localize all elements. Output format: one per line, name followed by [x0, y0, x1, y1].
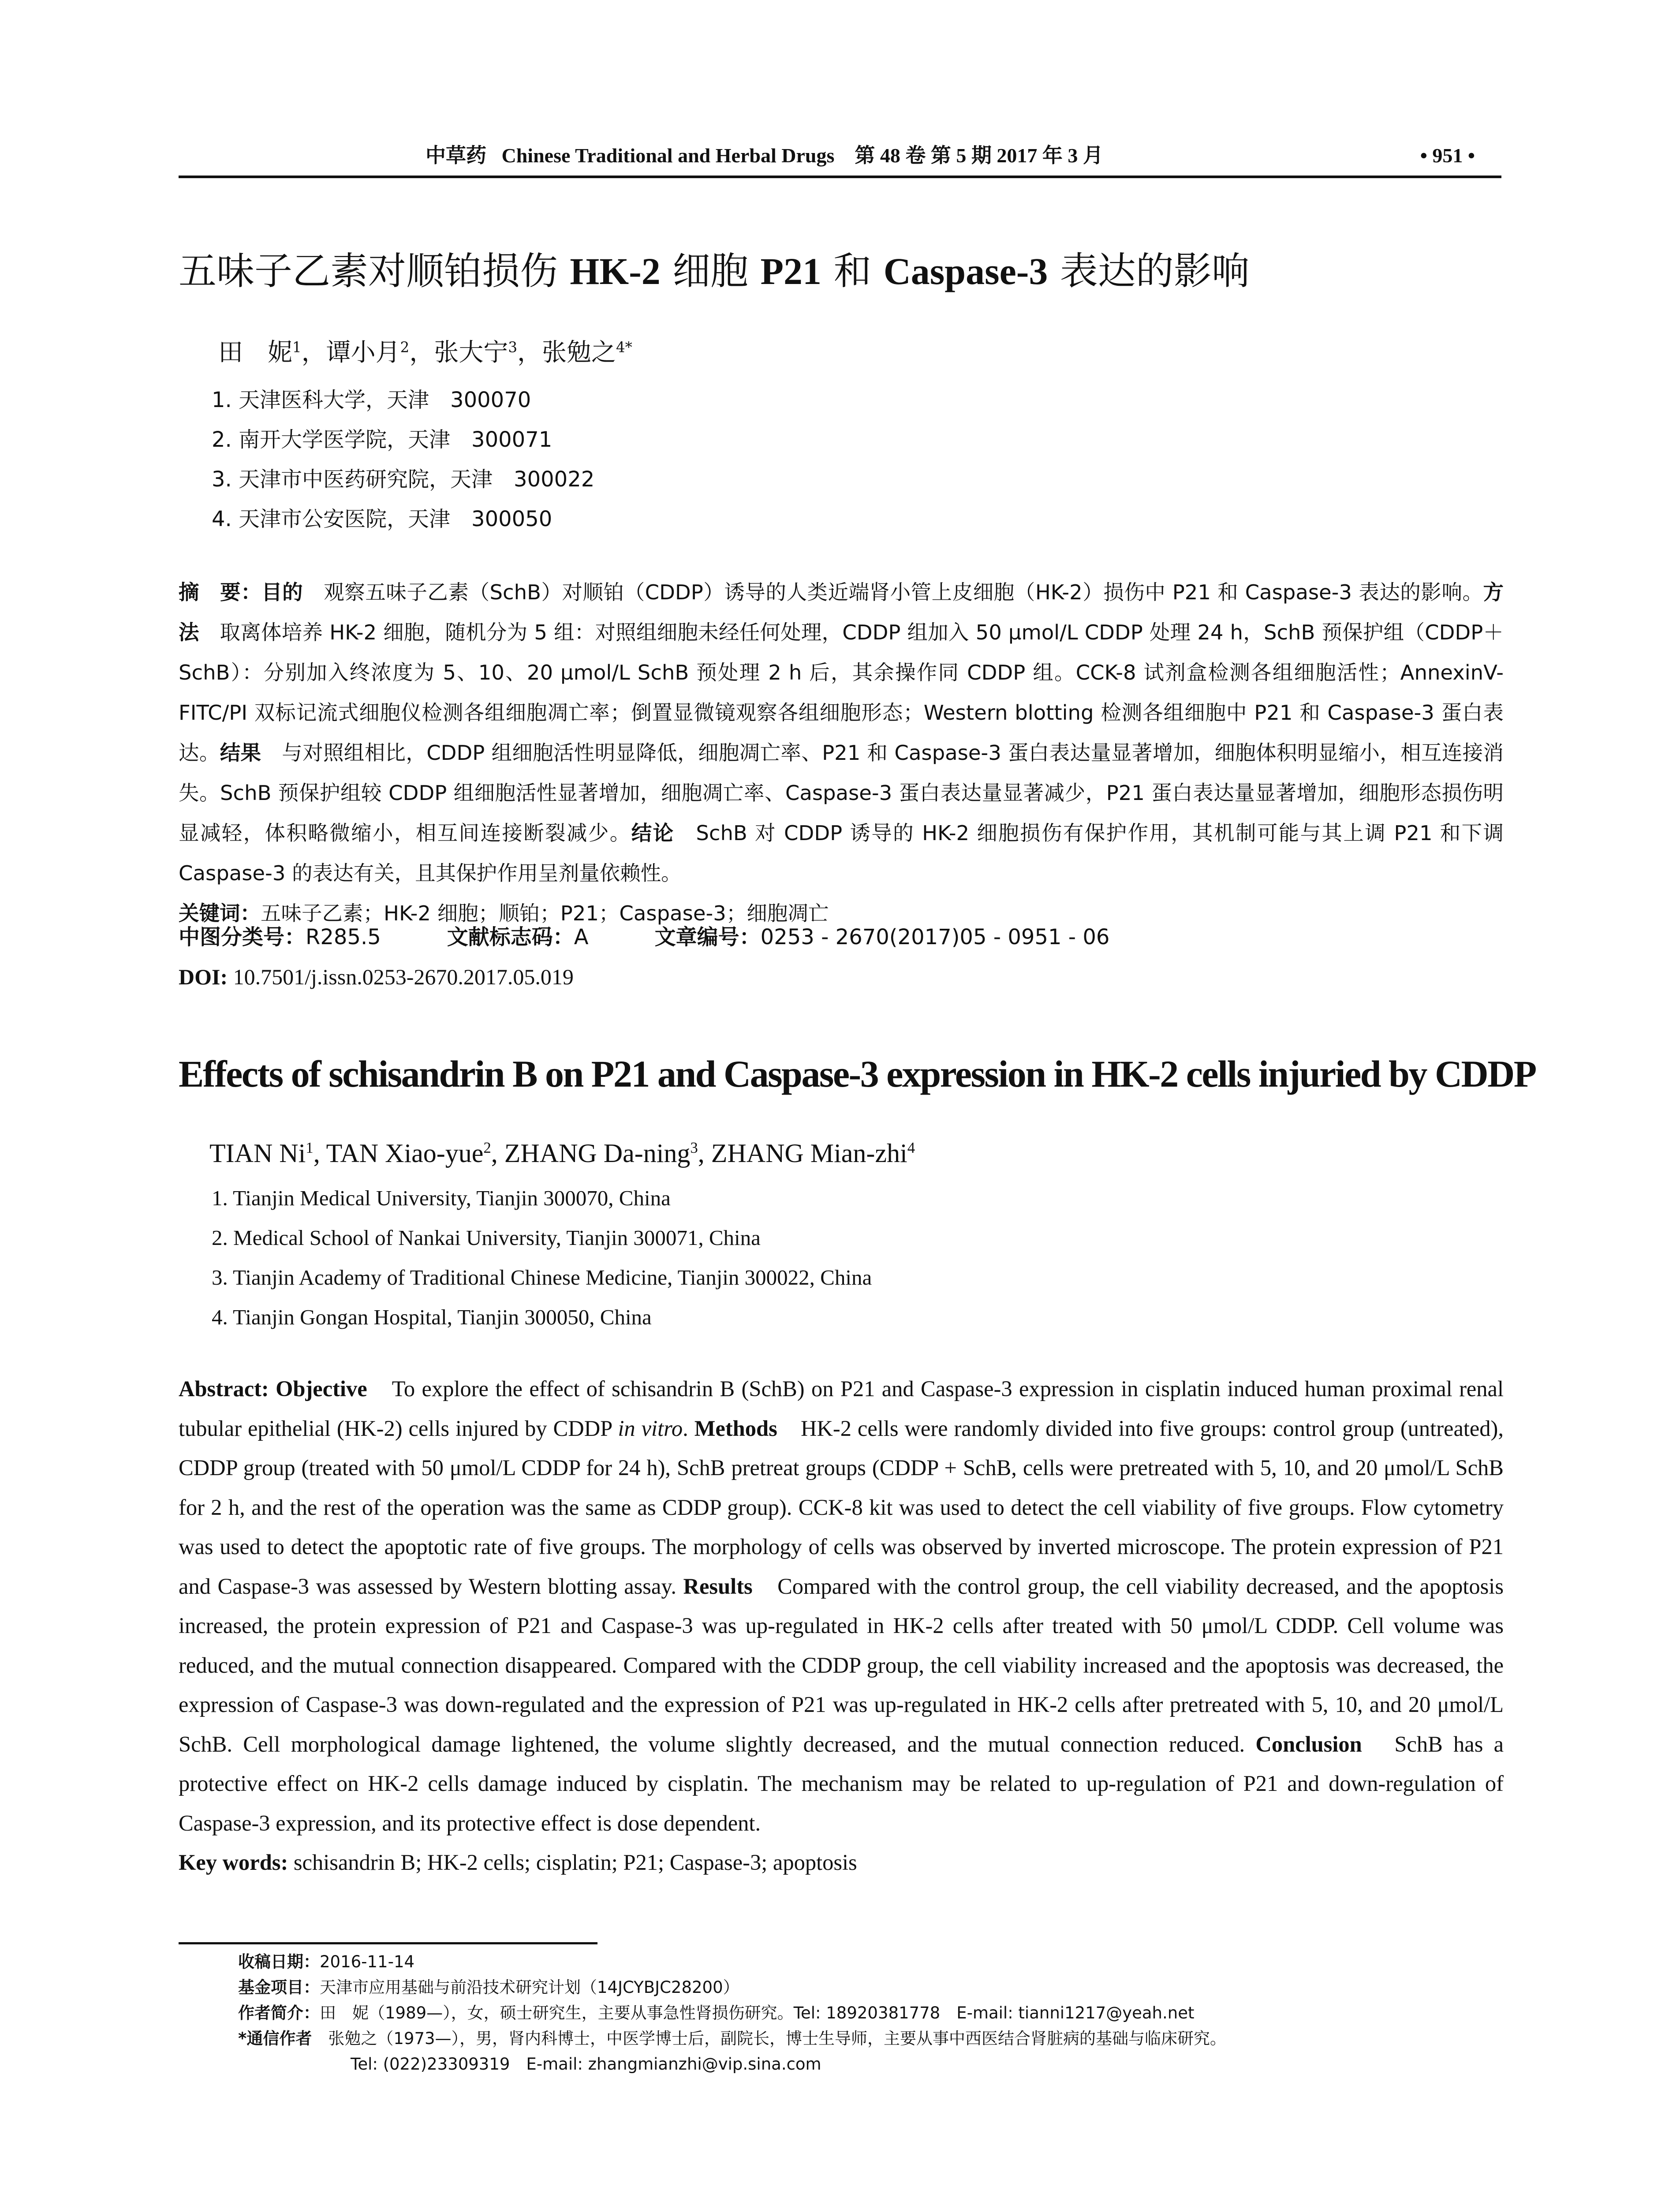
- doi-value[interactable]: 10.7501/j.issn.0253-2670.2017.05.019: [228, 964, 574, 989]
- author-name: 田 妮: [218, 338, 292, 367]
- affiliation-list-en: [212, 1178, 872, 1337]
- footnote-received: 收稿日期：2016-11-14: [238, 1952, 415, 1971]
- author-name: 张勉之: [542, 338, 616, 367]
- abstract-label: Abstract:: [179, 1376, 269, 1401]
- affiliation: 3. 天津市中医药研究院，天津 300022: [212, 467, 595, 492]
- footnote-corresponding-contact: Tel: (022)23309319 E-mail: zhangmianzhi@vip.sina.com: [351, 2055, 821, 2074]
- running-header: [179, 140, 1501, 171]
- affiliation: 4. Tianjin Gongan Hospital, Tianjin 300050, China: [212, 1305, 652, 1329]
- keywords-cn: 关键词：五味子乙素；HK-2 细胞；顺铂；P21；Caspase-3；细胞凋亡: [179, 901, 829, 925]
- footnotes: [238, 1949, 1504, 2077]
- affiliation: 4. 天津市公安医院，天津 300050: [212, 507, 553, 531]
- affiliation: 3. Tianjin Academy of Traditional Chinese Medicine, Tianjin 300022, China: [212, 1265, 872, 1289]
- abstract-cn: 摘 要：目的 观察五味子乙素（SchB）对顺铂（CDDP）诱导的人类近端肾小管上皮细胞（HK-2）损伤中 P21 和 Caspase-3 表达的影响。方法 取离体培养 HK-2 细胞，随机分为 5 组：对照组细胞未经任何处理，CDDP 组加入 50 μmol/L CDDP 处理 24 h，SchB 预保护组（CDDP＋SchB）：分别加入终浓度为 5、10、20 μmol/L SchB 预处理 2 h 后，其余操作同 CDDP 组。CCK-8 试剂盒检测各组细胞活性；AnnexinV-FITC/PI 双标记流式细胞仪检测各组细胞凋亡率；倒置显微镜观察各组细胞形态；Western blotting 检测各组细胞中 P21 和 Caspase-3 蛋白表达。结果 与对照组相比，CDDP 组细胞活性明显降低，细胞凋亡率、P21 和 Caspase-3 蛋白表达量显著增加，细胞体积明显缩小，相互连接消失。SchB 预保护组较 CDDP 组细胞活性显著增加，细胞凋亡率、Caspase-3 蛋白表达量显著减少，P21 蛋白表达量显著增加，细胞形态损伤明显减轻，体积略微缩小，相互间连接断裂减少。结论 SchB 对 CDDP 诱导的 HK-2 细胞损伤有保护作用，其机制可能与其上调 P21 和下调 Caspase-3 的表达有关，且其保护作用呈剂量依赖性。 关键词：五味子乙素；HK-2 细胞；顺铂；P21；Caspase-3；细胞凋亡: [179, 572, 1504, 934]
- journal-name-en: Chinese Traditional and Herbal Drugs: [501, 144, 835, 167]
- doc-code: A: [574, 925, 589, 949]
- doi-line: DOI: 10.7501/j.issn.0253-2670.2017.05.019: [179, 964, 574, 989]
- author-list-en: TIAN Ni$^1$, TAN Xiao-yue$^2$, ZHANG Da-ning$^3$, ZHANG Mian-zhi$^4$: [209, 1139, 915, 1168]
- author-name: 张大宁: [434, 338, 508, 367]
- affiliation: 2. 南开大学医学院，天津 300071: [212, 427, 553, 452]
- abstract-label: 摘 要：: [179, 580, 262, 604]
- author-name: TIAN Ni: [209, 1139, 306, 1168]
- affiliation: 1. 天津医科大学，天津 300070: [212, 388, 531, 412]
- author-list-cn: 田 妮$^1$，谭小月$^2$，张大宁$^3$，张勉之$^{4*}$: [218, 338, 632, 367]
- journal-issue: 第 48 卷 第 5 期 2017 年 3 月: [855, 144, 1103, 167]
- affiliation: 1. Tianjin Medical University, Tianjin 300070, China: [212, 1186, 671, 1210]
- keywords-en: Key words: schisandrin B; HK-2 cells; cisplatin; P21; Caspase-3; apoptosis: [179, 1850, 857, 1875]
- abstract-en: Abstract: Objective To explore the effect of schisandrin B (SchB) on P21 and Caspase-3 expression in cisplatin induced human proximal renal tubular epithelial (HK-2) cells injured by CDDP in vitro. Methods HK-2 cells were randomly divided into five groups: control group (untreated), CDDP group (treated with 50 μmol/L CDDP for 24 h), SchB pretreat groups (CDDP + SchB, cells were pretreated with 5, 10, and 20 μmol/L SchB for 2 h, and the rest of the operation was the same as CDDP group). CCK-8 kit was used to detect the cell viability of five groups. Flow cytometry was used to detect the apoptotic rate of five groups. The morphology of cells was observed by inverted microscope. The protein expression of P21 and Caspase-3 was assessed by Western blotting assay. Results Compared with the control group, the cell viability decreased, and the apoptosis increased, the protein expression of P21 and Caspase-3 was up-regulated in HK-2 cells after treated with 50 μmol/L CDDP. Cell volume was reduced, and the mutual connection disappeared. Compared with the CDDP group, the cell viability increased and the apoptosis was decreased, the expression of Caspase-3 was down-regulated and the expression of P21 was up-regulated in HK-2 cells after pretreated with 5, 10, and 20 μmol/L SchB. Cell morphological damage lightened, the volume slightly decreased, and the mutual connection reduced. Conclusion SchB has a protective effect on HK-2 cells damage induced by cisplatin. The mechanism may be related to up-regulation of P21 and down-regulation of Caspase-3 expression, and its protective effect is dose dependent. Key words: schisandrin B; HK-2 cells; cisplatin; P21; Caspase-3; apoptosis: [179, 1369, 1504, 1883]
- article-title-en: Effects of schisandrin B on P21 and Caspase-3 expression in HK-2 cells injuried by CDDP: [179, 1053, 1536, 1095]
- affiliation: 2. Medical School of Nankai University, Tianjin 300071, China: [212, 1226, 761, 1250]
- journal-header-line: [426, 140, 1103, 171]
- page-number: • 951 •: [1420, 144, 1475, 167]
- author-name: ZHANG Mian-zhi: [711, 1139, 907, 1168]
- header-rule: [179, 176, 1501, 178]
- footnote-fund: 基金项目：天津市应用基础与前沿技术研究计划（14JCYBJC28200）: [238, 1978, 739, 1997]
- author-name: TAN Xiao-yue: [326, 1139, 484, 1168]
- clc-number: R285.5: [306, 925, 381, 949]
- affiliation-list-cn: [212, 380, 594, 539]
- article-number: 0253 - 2670(2017)05 - 0951 - 06: [760, 925, 1110, 949]
- footnote-corresponding: *通信作者 张勉之（1973—），男，肾内科博士，中医学博士后，副院长，博士生导师，主要从事中西医结合肾脏病的基础与临床研究。: [238, 2029, 1227, 2048]
- footnote-author-bio: 作者简介：田 妮（1989—），女，硕士研究生，主要从事急性肾损伤研究。Tel: 18920381778 E-mail: tianni1217@yeah.net: [238, 2003, 1195, 2022]
- journal-name-cn: 中草药: [426, 144, 486, 167]
- classification-line: 中图分类号：R285.5 文献标志码：A 文章编号：0253 - 2670(2017)05 - 0951 - 06: [179, 925, 1110, 949]
- author-name: 谭小月: [326, 338, 400, 367]
- footnote-rule: [179, 1942, 597, 1944]
- article-title-cn: 五味子乙素对顺铂损伤 HK-2 细胞 P21 和 Caspase-3 表达的影响: [179, 249, 1250, 293]
- author-name: ZHANG Da-ning: [504, 1139, 691, 1168]
